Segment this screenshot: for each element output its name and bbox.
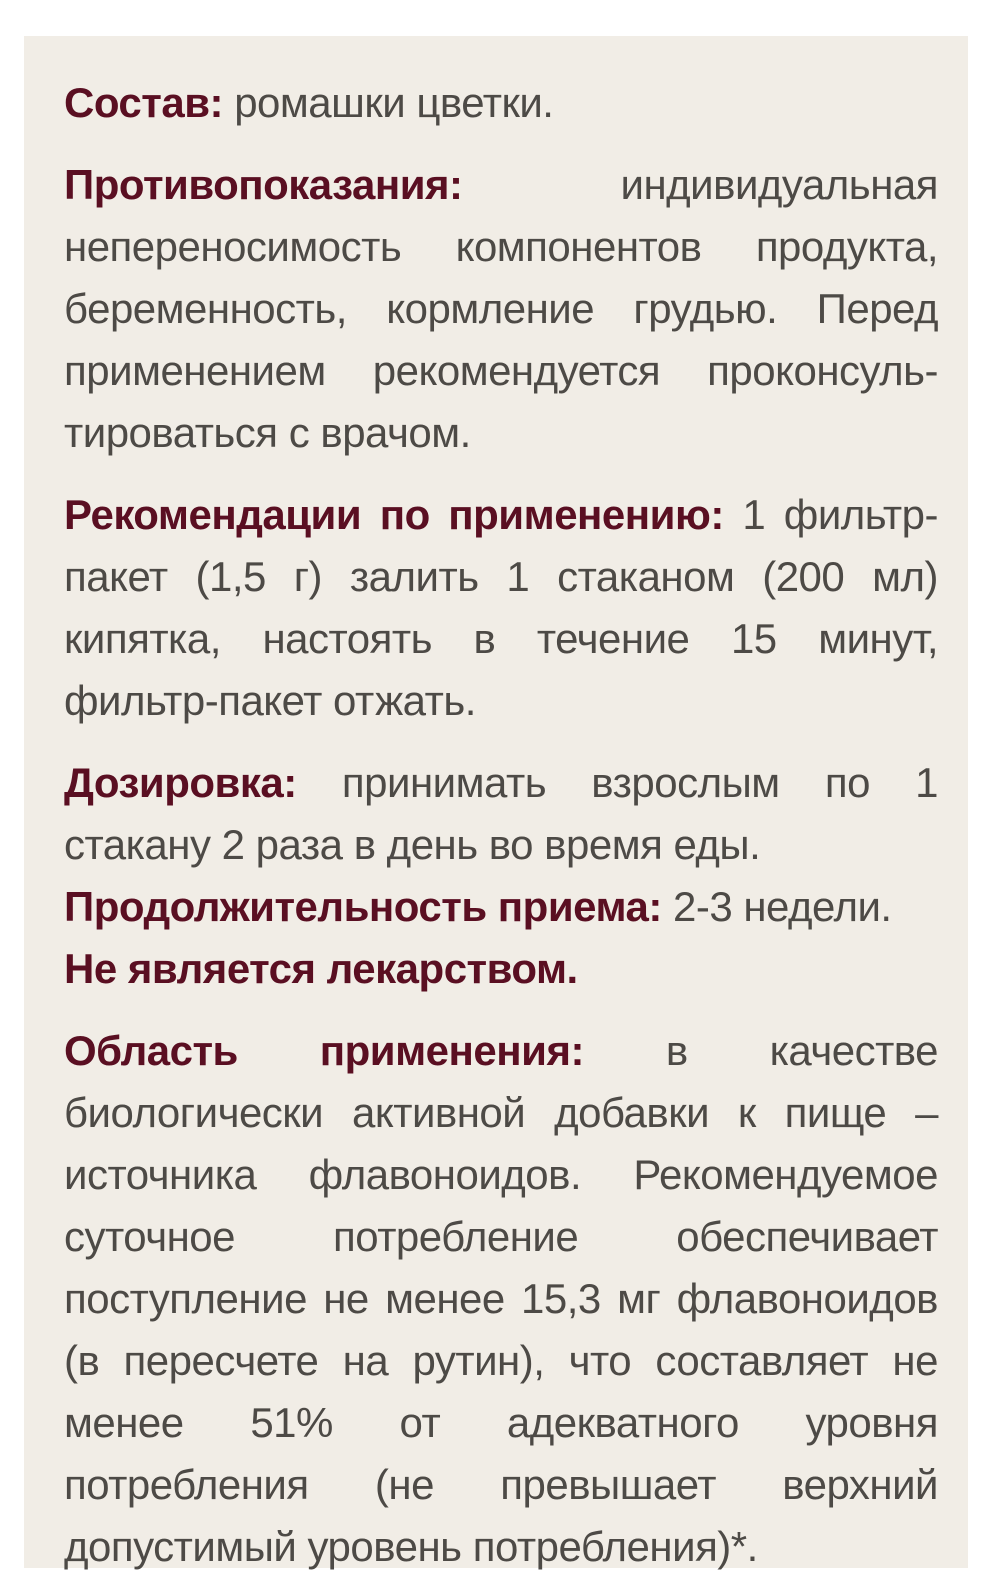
- contraindications-paragraph: [64, 154, 938, 464]
- contraindications-text: индивидуальная непереносимость компонентов продукта, беременность, кормление грудью. Перед применением рекомендуется проконсуль-тироваться с врачом.: [64, 161, 938, 456]
- scope-label: Область применения:: [64, 1027, 584, 1074]
- composition-paragraph: [64, 72, 938, 134]
- not-medicine-notice: Не является лекарством.: [64, 945, 578, 992]
- recommendations-text: 1 фильтр-пакет (1,5 г) залить 1 стаканом (200 мл) кипятка, настоять в течение 15 минут, фильтр-пакет отжать.: [64, 491, 938, 724]
- composition-label: Состав:: [64, 79, 224, 126]
- scope-paragraph: [64, 1020, 938, 1578]
- duration-paragraph: [64, 876, 938, 938]
- dosage-text: принимать взрослым по 1 стакану 2 раза в день во время еды.: [64, 759, 938, 868]
- composition-text: ромашки цветки.: [223, 79, 554, 126]
- recommendations-label: Рекомендации по применению:: [64, 491, 724, 538]
- scope-text: в качестве биологически активной добавки к пище – источника флавоноидов. Рекомендуемое суточное потребление обеспечивает поступление не менее 15,3 мг флавоноидов (в пересчете на рутин), что составляет не менее 51% от адекватного уровня потребления (не превышает верхний допустимый уровень потребления)*.: [64, 1027, 939, 1570]
- duration-label: Продолжительность приема:: [64, 883, 662, 930]
- label-panel: [24, 36, 968, 1568]
- dosage-label: Дозировка:: [64, 759, 297, 806]
- dosage-paragraph: [64, 752, 938, 876]
- recommendations-paragraph: [64, 484, 938, 732]
- contraindications-label: Противопоказания:: [64, 161, 463, 208]
- duration-text: 2-3 недели.: [661, 883, 892, 930]
